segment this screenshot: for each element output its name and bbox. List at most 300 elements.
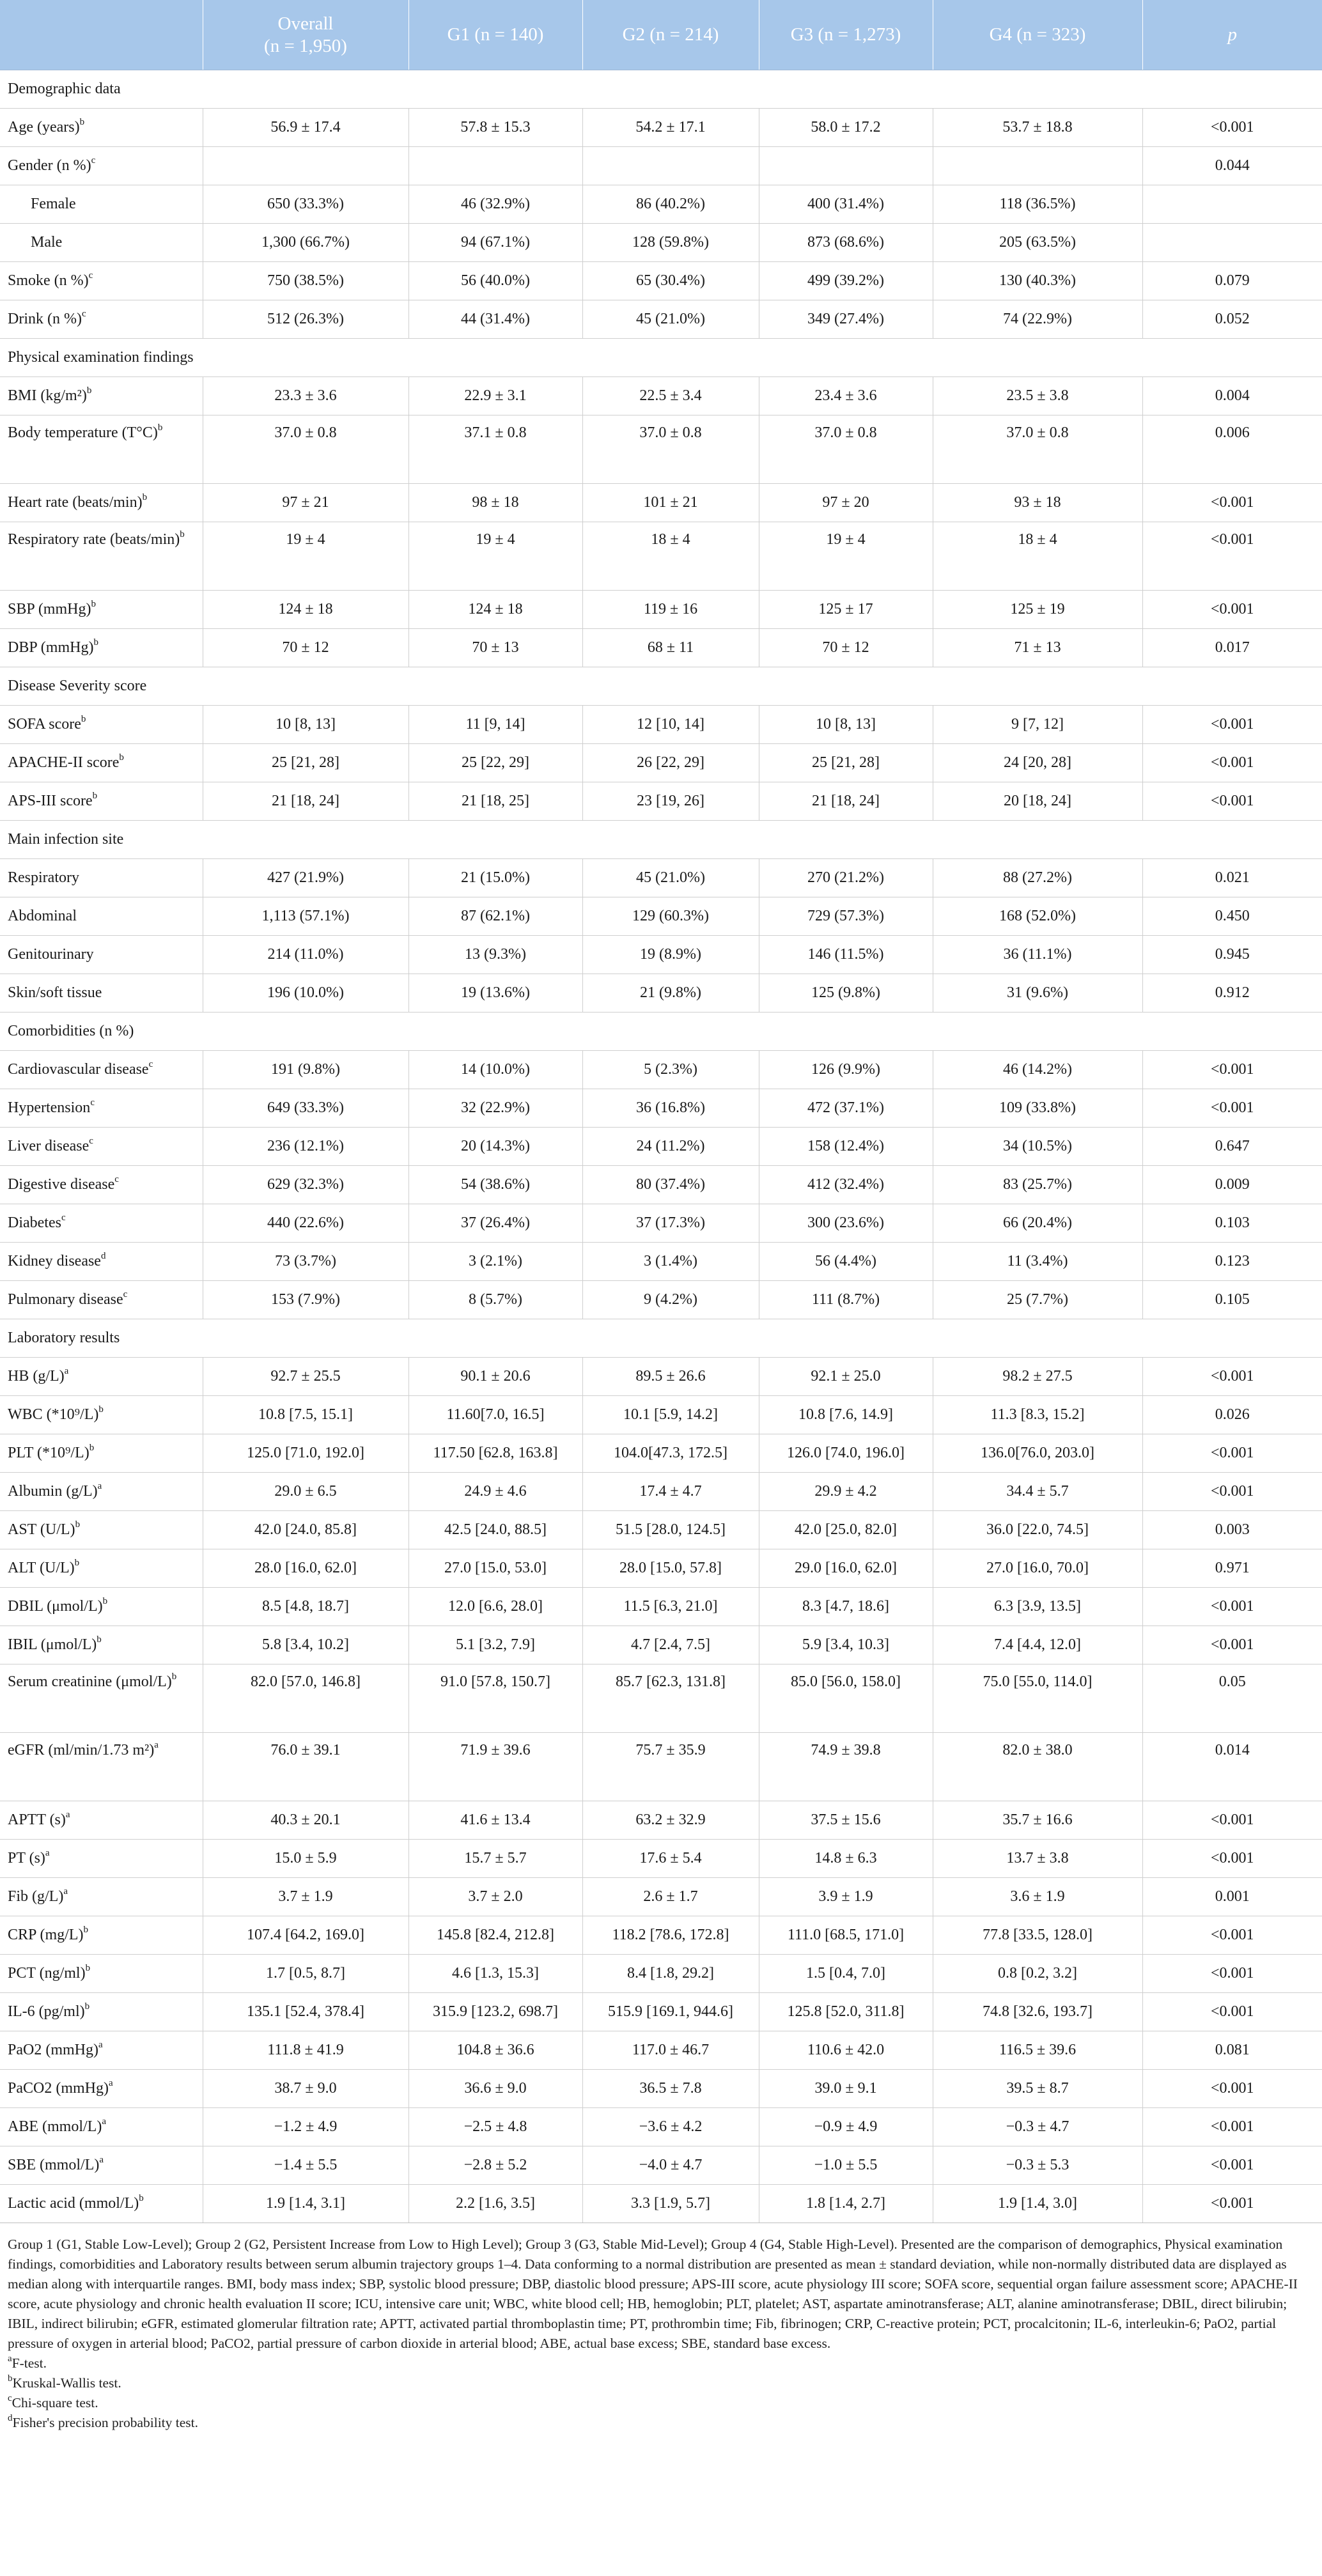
- g1-value: 98 ± 18: [408, 484, 582, 522]
- row-label-text: APACHE-II score: [8, 754, 120, 772]
- p-value: <0.001: [1142, 1955, 1322, 1993]
- g1-value: 24.9 ± 4.6: [408, 1473, 582, 1511]
- g2-value: 85.7 [62.3, 131.8]: [582, 1664, 759, 1733]
- g1-value: 32 (22.9%): [408, 1089, 582, 1128]
- p-value: <0.001: [1142, 1801, 1322, 1840]
- p-value: <0.001: [1142, 1588, 1322, 1626]
- test-footnote-marker: c: [148, 1059, 153, 1070]
- g3-value: 92.1 ± 25.0: [759, 1358, 933, 1396]
- g2-value: 118.2 [78.6, 172.8]: [582, 1916, 759, 1955]
- section-title: Comorbidities (n %): [0, 1013, 1322, 1051]
- p-value: 0.003: [1142, 1511, 1322, 1549]
- p-value: 0.017: [1142, 629, 1322, 667]
- section-title: Demographic data: [0, 70, 1322, 109]
- row-label-text: Body temperature (T°C): [8, 424, 158, 441]
- footnote-text: Chi-square test.: [12, 2395, 98, 2410]
- overall-value: 8.5 [4.8, 18.7]: [203, 1588, 408, 1626]
- row-label: [0, 1051, 203, 1089]
- g3-value: 146 (11.5%): [759, 936, 933, 974]
- g1-value: 54 (38.6%): [408, 1166, 582, 1204]
- g4-value: 116.5 ± 39.6: [933, 2031, 1142, 2070]
- g1-value: 3.7 ± 2.0: [408, 1878, 582, 1916]
- row-label-text: Pulmonary disease: [8, 1291, 123, 1308]
- g2-value: 26 [22, 29]: [582, 744, 759, 782]
- g3-value: 300 (23.6%): [759, 1204, 933, 1243]
- g2-value: 10.1 [5.9, 14.2]: [582, 1396, 759, 1434]
- g4-value: 36.0 [22.0, 74.5]: [933, 1511, 1142, 1549]
- g4-value: 31 (9.6%): [933, 974, 1142, 1013]
- footnote-item: [8, 2373, 1314, 2393]
- test-footnote-marker: a: [154, 1740, 159, 1750]
- g4-value: 83 (25.7%): [933, 1166, 1142, 1204]
- g1-value: 27.0 [15.0, 53.0]: [408, 1549, 582, 1588]
- row-label: [0, 1166, 203, 1204]
- table-row: [0, 224, 1322, 262]
- test-footnote-marker: b: [171, 1672, 177, 1682]
- g3-value: 25 [21, 28]: [759, 744, 933, 782]
- overall-value: 1.7 [0.5, 8.7]: [203, 1955, 408, 1993]
- row-label-text: Serum creatinine (μmol/L): [8, 1673, 172, 1690]
- test-footnote-marker: a: [64, 1366, 69, 1377]
- g4-value: 9 [7, 12]: [933, 706, 1142, 744]
- table-row: [0, 1281, 1322, 1319]
- g4-value: [933, 147, 1142, 185]
- table-row: [0, 1204, 1322, 1243]
- g2-value: 80 (37.4%): [582, 1166, 759, 1204]
- overall-value: 21 [18, 24]: [203, 782, 408, 821]
- table-row: [0, 1878, 1322, 1916]
- overall-value: 5.8 [3.4, 10.2]: [203, 1626, 408, 1664]
- p-value: 0.009: [1142, 1166, 1322, 1204]
- table-header: [0, 0, 1322, 70]
- g4-value: 136.0[76.0, 203.0]: [933, 1434, 1142, 1473]
- g4-value: 205 (63.5%): [933, 224, 1142, 262]
- row-label: [0, 1358, 203, 1396]
- overall-value: 236 (12.1%): [203, 1128, 408, 1166]
- g3-value: 349 (27.4%): [759, 300, 933, 339]
- row-label: [0, 1733, 203, 1801]
- row-label: [0, 2108, 203, 2146]
- header-g1: G1 (n = 140): [408, 0, 582, 70]
- row-label-text: Fib (g/L): [8, 1888, 64, 1905]
- overall-value: −1.4 ± 5.5: [203, 2146, 408, 2185]
- row-label-text: PCT (ng/ml): [8, 1965, 86, 1982]
- g4-value: 13.7 ± 3.8: [933, 1840, 1142, 1878]
- g3-value: 74.9 ± 39.8: [759, 1733, 933, 1801]
- p-value: 0.971: [1142, 1549, 1322, 1588]
- test-footnote-marker: b: [139, 2193, 144, 2204]
- test-footnote-marker: a: [65, 1810, 70, 1820]
- table-row: [0, 2146, 1322, 2185]
- row-label: [0, 1878, 203, 1916]
- g4-value: 39.5 ± 8.7: [933, 2070, 1142, 2108]
- p-value: <0.001: [1142, 1916, 1322, 1955]
- row-label: [0, 2185, 203, 2223]
- row-label-text: Abdominal: [8, 908, 77, 925]
- table-row: [0, 522, 1322, 591]
- g4-value: −0.3 ± 5.3: [933, 2146, 1142, 2185]
- g1-value: 56 (40.0%): [408, 262, 582, 300]
- row-label: [0, 629, 203, 667]
- test-footnote-marker: b: [84, 2001, 90, 2012]
- p-value: <0.001: [1142, 522, 1322, 591]
- g3-value: 10.8 [7.6, 14.9]: [759, 1396, 933, 1434]
- g1-value: 25 [22, 29]: [408, 744, 582, 782]
- test-footnote-marker: a: [97, 1481, 102, 1492]
- row-label: [0, 974, 203, 1013]
- header-g2: G2 (n = 214): [582, 0, 759, 70]
- test-footnote-marker: b: [74, 1558, 80, 1569]
- p-value: <0.001: [1142, 2146, 1322, 2185]
- overall-value: 650 (33.3%): [203, 185, 408, 224]
- overall-value: 42.0 [24.0, 85.8]: [203, 1511, 408, 1549]
- footnote-marker: c: [8, 2393, 12, 2403]
- g1-value: 70 ± 13: [408, 629, 582, 667]
- g1-value: 21 (15.0%): [408, 859, 582, 897]
- p-value: <0.001: [1142, 782, 1322, 821]
- row-label-text: Genitourinary: [8, 946, 94, 963]
- g2-value: 89.5 ± 26.6: [582, 1358, 759, 1396]
- test-footnote-marker: b: [98, 1404, 104, 1415]
- table-row: [0, 974, 1322, 1013]
- g4-value: −0.3 ± 4.7: [933, 2108, 1142, 2146]
- table-row: [0, 1993, 1322, 2031]
- table-row: [0, 1626, 1322, 1664]
- header-g4: G4 (n = 323): [933, 0, 1142, 70]
- row-label-text: APTT (s): [8, 1812, 66, 1829]
- g2-value: 4.7 [2.4, 7.5]: [582, 1626, 759, 1664]
- row-label: [0, 147, 203, 185]
- overall-value: 427 (21.9%): [203, 859, 408, 897]
- g4-value: 93 ± 18: [933, 484, 1142, 522]
- g2-value: 119 ± 16: [582, 591, 759, 629]
- p-value: 0.123: [1142, 1243, 1322, 1281]
- g4-value: 53.7 ± 18.8: [933, 109, 1142, 147]
- g3-value: 29.0 [16.0, 62.0]: [759, 1549, 933, 1588]
- test-footnote-marker: d: [100, 1251, 106, 1262]
- section-title: Disease Severity score: [0, 667, 1322, 706]
- test-footnote-marker: c: [114, 1174, 119, 1185]
- row-label-text: AST (U/L): [8, 1521, 75, 1539]
- table-row: [0, 1243, 1322, 1281]
- g3-value: 21 [18, 24]: [759, 782, 933, 821]
- row-label-text: Respiratory rate (beats/min): [8, 531, 180, 548]
- test-footnote-marker: b: [119, 752, 124, 763]
- g4-value: 46 (14.2%): [933, 1051, 1142, 1089]
- table-row: [0, 415, 1322, 484]
- table-row: [0, 706, 1322, 744]
- row-label: [0, 522, 203, 591]
- row-label-text: Digestive disease: [8, 1176, 115, 1193]
- table-row: [0, 629, 1322, 667]
- row-label: [0, 1664, 203, 1733]
- table-row: [0, 936, 1322, 974]
- g1-value: 13 (9.3%): [408, 936, 582, 974]
- overall-value: 196 (10.0%): [203, 974, 408, 1013]
- test-footnote-marker: a: [45, 1848, 50, 1859]
- g3-value: 3.9 ± 1.9: [759, 1878, 933, 1916]
- header-corner: [0, 0, 203, 70]
- g3-value: 126 (9.9%): [759, 1051, 933, 1089]
- g2-value: 3 (1.4%): [582, 1243, 759, 1281]
- g1-value: 42.5 [24.0, 88.5]: [408, 1511, 582, 1549]
- table-row: [0, 1434, 1322, 1473]
- p-value: 0.052: [1142, 300, 1322, 339]
- row-label: [0, 1549, 203, 1588]
- g2-value: 128 (59.8%): [582, 224, 759, 262]
- p-value: 0.006: [1142, 415, 1322, 484]
- row-label: [0, 744, 203, 782]
- header-overall: [203, 0, 408, 70]
- table-row: [0, 1840, 1322, 1878]
- p-value: <0.001: [1142, 2070, 1322, 2108]
- g4-value: 98.2 ± 27.5: [933, 1358, 1142, 1396]
- row-label: [0, 782, 203, 821]
- table-body: [0, 70, 1322, 2223]
- overall-value: 135.1 [52.4, 378.4]: [203, 1993, 408, 2031]
- overall-value: −1.2 ± 4.9: [203, 2108, 408, 2146]
- p-value: <0.001: [1142, 1993, 1322, 2031]
- g1-value: 46 (32.9%): [408, 185, 582, 224]
- g4-value: 66 (20.4%): [933, 1204, 1142, 1243]
- g1-value: 90.1 ± 20.6: [408, 1358, 582, 1396]
- row-label: [0, 1281, 203, 1319]
- test-footnote-marker: b: [79, 117, 85, 128]
- footnote-list: [8, 2354, 1314, 2433]
- section-row: [0, 70, 1322, 109]
- table-row: [0, 147, 1322, 185]
- row-label-text: SBP (mmHg): [8, 601, 91, 618]
- row-label: [0, 1588, 203, 1626]
- g4-value: 18 ± 4: [933, 522, 1142, 591]
- g3-value: 39.0 ± 9.1: [759, 2070, 933, 2108]
- g2-value: 45 (21.0%): [582, 300, 759, 339]
- header-overall-line2: (n = 1,950): [264, 35, 347, 56]
- g3-value: 111 (8.7%): [759, 1281, 933, 1319]
- g4-value: 20 [18, 24]: [933, 782, 1142, 821]
- overall-value: 23.3 ± 3.6: [203, 377, 408, 415]
- g3-value: 58.0 ± 17.2: [759, 109, 933, 147]
- g2-value: 24 (11.2%): [582, 1128, 759, 1166]
- row-label-text: Drink (n %): [8, 311, 82, 328]
- row-label-text: Heart rate (beats/min): [8, 494, 143, 511]
- p-value: 0.081: [1142, 2031, 1322, 2070]
- g3-value: 37.5 ± 15.6: [759, 1801, 933, 1840]
- g2-value: 2.6 ± 1.7: [582, 1878, 759, 1916]
- g4-value: 74 (22.9%): [933, 300, 1142, 339]
- p-value: <0.001: [1142, 2185, 1322, 2223]
- g4-value: 35.7 ± 16.6: [933, 1801, 1142, 1840]
- overall-value: 3.7 ± 1.9: [203, 1878, 408, 1916]
- table-row: [0, 1916, 1322, 1955]
- g2-value: 65 (30.4%): [582, 262, 759, 300]
- g1-value: 94 (67.1%): [408, 224, 582, 262]
- row-label: [0, 1955, 203, 1993]
- g1-value: 8 (5.7%): [408, 1281, 582, 1319]
- table-row: [0, 2031, 1322, 2070]
- g4-value: 3.6 ± 1.9: [933, 1878, 1142, 1916]
- row-label: [0, 1511, 203, 1549]
- overall-value: 37.0 ± 0.8: [203, 415, 408, 484]
- g2-value: 11.5 [6.3, 21.0]: [582, 1588, 759, 1626]
- table-row: [0, 262, 1322, 300]
- g3-value: 125 (9.8%): [759, 974, 933, 1013]
- g2-value: 5 (2.3%): [582, 1051, 759, 1089]
- g1-value: 15.7 ± 5.7: [408, 1840, 582, 1878]
- g2-value: 51.5 [28.0, 124.5]: [582, 1511, 759, 1549]
- row-label: [0, 859, 203, 897]
- row-label: [0, 1089, 203, 1128]
- table-row: [0, 1511, 1322, 1549]
- g4-value: 37.0 ± 0.8: [933, 415, 1142, 484]
- g1-value: 315.9 [123.2, 698.7]: [408, 1993, 582, 2031]
- row-label-text: DBP (mmHg): [8, 639, 94, 656]
- footnote-marker: d: [8, 2412, 13, 2423]
- g4-value: 7.4 [4.4, 12.0]: [933, 1626, 1142, 1664]
- g1-value: 11.60[7.0, 16.5]: [408, 1396, 582, 1434]
- p-value: 0.105: [1142, 1281, 1322, 1319]
- footnote-item: [8, 2393, 1314, 2413]
- overall-value: 107.4 [64.2, 169.0]: [203, 1916, 408, 1955]
- overall-value: 111.8 ± 41.9: [203, 2031, 408, 2070]
- test-footnote-marker: a: [99, 2155, 104, 2166]
- row-label-text: Kidney disease: [8, 1253, 101, 1270]
- test-footnote-marker: b: [157, 423, 163, 433]
- g4-value: 23.5 ± 3.8: [933, 377, 1142, 415]
- p-value: 0.05: [1142, 1664, 1322, 1733]
- table-row: [0, 484, 1322, 522]
- p-value: 0.945: [1142, 936, 1322, 974]
- row-label: [0, 1204, 203, 1243]
- p-value: 0.079: [1142, 262, 1322, 300]
- g1-value: 12.0 [6.6, 28.0]: [408, 1588, 582, 1626]
- row-label: [0, 1916, 203, 1955]
- overall-value: 750 (38.5%): [203, 262, 408, 300]
- table-row: [0, 859, 1322, 897]
- test-footnote-marker: b: [86, 385, 92, 396]
- row-label: [0, 415, 203, 484]
- table-row: [0, 1128, 1322, 1166]
- g1-value: 4.6 [1.3, 15.3]: [408, 1955, 582, 1993]
- row-label-text: CRP (mg/L): [8, 1927, 84, 1944]
- footnote-item: [8, 2413, 1314, 2433]
- g2-value: 23 [19, 26]: [582, 782, 759, 821]
- row-label: [0, 224, 203, 262]
- overall-value: 191 (9.8%): [203, 1051, 408, 1089]
- g2-value: −3.6 ± 4.2: [582, 2108, 759, 2146]
- row-label: [0, 2146, 203, 2185]
- header-p: p: [1142, 0, 1322, 70]
- g2-value: 37 (17.3%): [582, 1204, 759, 1243]
- g4-value: 109 (33.8%): [933, 1089, 1142, 1128]
- section-row: [0, 821, 1322, 859]
- g3-value: 125.8 [52.0, 311.8]: [759, 1993, 933, 2031]
- table-row: [0, 897, 1322, 936]
- test-footnote-marker: b: [89, 1443, 95, 1454]
- g3-value: 111.0 [68.5, 171.0]: [759, 1916, 933, 1955]
- row-label: [0, 109, 203, 147]
- row-label: [0, 1243, 203, 1281]
- test-footnote-marker: a: [98, 2040, 103, 2051]
- section-title: Laboratory results: [0, 1319, 1322, 1358]
- g1-value: 5.1 [3.2, 7.9]: [408, 1626, 582, 1664]
- g4-value: 25 (7.7%): [933, 1281, 1142, 1319]
- g2-value: 17.4 ± 4.7: [582, 1473, 759, 1511]
- g2-value: 86 (40.2%): [582, 185, 759, 224]
- p-value: <0.001: [1142, 109, 1322, 147]
- row-label: [0, 185, 203, 224]
- g2-value: 9 (4.2%): [582, 1281, 759, 1319]
- section-row: [0, 1319, 1322, 1358]
- g3-value: 14.8 ± 6.3: [759, 1840, 933, 1878]
- g1-value: 145.8 [82.4, 212.8]: [408, 1916, 582, 1955]
- row-label-text: IL-6 (pg/ml): [8, 2003, 85, 2021]
- p-value: 0.021: [1142, 859, 1322, 897]
- row-label-text: Hypertension: [8, 1099, 91, 1117]
- g3-value: 5.9 [3.4, 10.3]: [759, 1626, 933, 1664]
- g2-value: −4.0 ± 4.7: [582, 2146, 759, 2185]
- p-value: 0.450: [1142, 897, 1322, 936]
- row-label: [0, 591, 203, 629]
- g2-value: 36 (16.8%): [582, 1089, 759, 1128]
- g1-value: [408, 147, 582, 185]
- p-value: <0.001: [1142, 1089, 1322, 1128]
- overall-value: 29.0 ± 6.5: [203, 1473, 408, 1511]
- g1-value: −2.8 ± 5.2: [408, 2146, 582, 2185]
- row-label-text: Female: [31, 196, 76, 213]
- g3-value: 8.3 [4.7, 18.6]: [759, 1588, 933, 1626]
- overall-value: [203, 147, 408, 185]
- test-footnote-marker: c: [81, 309, 86, 320]
- footnote-description: Group 1 (G1, Stable Low-Level); Group 2 (G2, Persistent Increase from Low to High Level); Group 3 (G3, Stable Mid-Level); Group 4 (G4, Stable High-Level). Presented are the comparison of demographics, Physical examination findings, comorbidities and Laboratory results between serum albumin trajectory groups 1–4. Data conforming to a normal distribution are presented as mean ± standard deviation, while non-normally distributed data are displayed as median along with interquartile ranges. BMI, body mass index; SBP, systolic blood pressure; DBP, diastolic blood pressure; APS-III score, acute physiology III score; SOFA score, sequential organ failure assessment score; APACHE-II score, acute physiology and chronic health evaluation II score; ICU, intensive care unit; WBC, white blood cell; HB, hemoglobin; PLT, platelet; AST, aspartate aminotransferase; ALT, alanine aminotransferase; DBIL, direct bilirubin; IBIL, indirect bilirubin; eGFR, estimated glomerular filtration rate; APTT, activated partial thromboplastin time; PT, prothrombin time; Fib, fibrinogen; CRP, C-reactive protein; PCT, procalcitonin; IL-6, interleukin-6; PaO2, partial pressure of oxygen in arterial blood; PaCO2, partial pressure of carbon dioxide in arterial blood; ABE, actual base excess; SBE, standard base excess.: [8, 2237, 1298, 2351]
- g2-value: 104.0[47.3, 172.5]: [582, 1434, 759, 1473]
- g3-value: 126.0 [74.0, 196.0]: [759, 1434, 933, 1473]
- table-row: [0, 109, 1322, 147]
- g1-value: 20 (14.3%): [408, 1128, 582, 1166]
- g1-value: 37 (26.4%): [408, 1204, 582, 1243]
- g4-value: 11 (3.4%): [933, 1243, 1142, 1281]
- row-label-text: Smoke (n %): [8, 272, 89, 290]
- overall-value: 73 (3.7%): [203, 1243, 408, 1281]
- g1-value: 87 (62.1%): [408, 897, 582, 936]
- g2-value: 19 (8.9%): [582, 936, 759, 974]
- g2-value: 36.5 ± 7.8: [582, 2070, 759, 2108]
- g3-value: 472 (37.1%): [759, 1089, 933, 1128]
- row-label-text: Diabetes: [8, 1214, 61, 1232]
- section-title: Main infection site: [0, 821, 1322, 859]
- row-label: [0, 1993, 203, 2031]
- g3-value: 729 (57.3%): [759, 897, 933, 936]
- p-value: <0.001: [1142, 1358, 1322, 1396]
- test-footnote-marker: b: [142, 492, 148, 503]
- test-footnote-marker: b: [93, 637, 98, 648]
- row-label: [0, 262, 203, 300]
- g2-value: 54.2 ± 17.1: [582, 109, 759, 147]
- footnote-text: F-test.: [12, 2355, 47, 2371]
- table-row: [0, 1051, 1322, 1089]
- test-footnote-marker: a: [109, 2078, 113, 2089]
- overall-value: 214 (11.0%): [203, 936, 408, 974]
- g2-value: 21 (9.8%): [582, 974, 759, 1013]
- overall-value: 38.7 ± 9.0: [203, 2070, 408, 2108]
- table-row: [0, 185, 1322, 224]
- table-row: [0, 1801, 1322, 1840]
- row-label-text: PLT (*10⁹/L): [8, 1445, 89, 1462]
- row-label-text: PaO2 (mmHg): [8, 2042, 98, 2059]
- p-value: 0.044: [1142, 147, 1322, 185]
- g3-value: 1.5 [0.4, 7.0]: [759, 1955, 933, 1993]
- row-label: [0, 377, 203, 415]
